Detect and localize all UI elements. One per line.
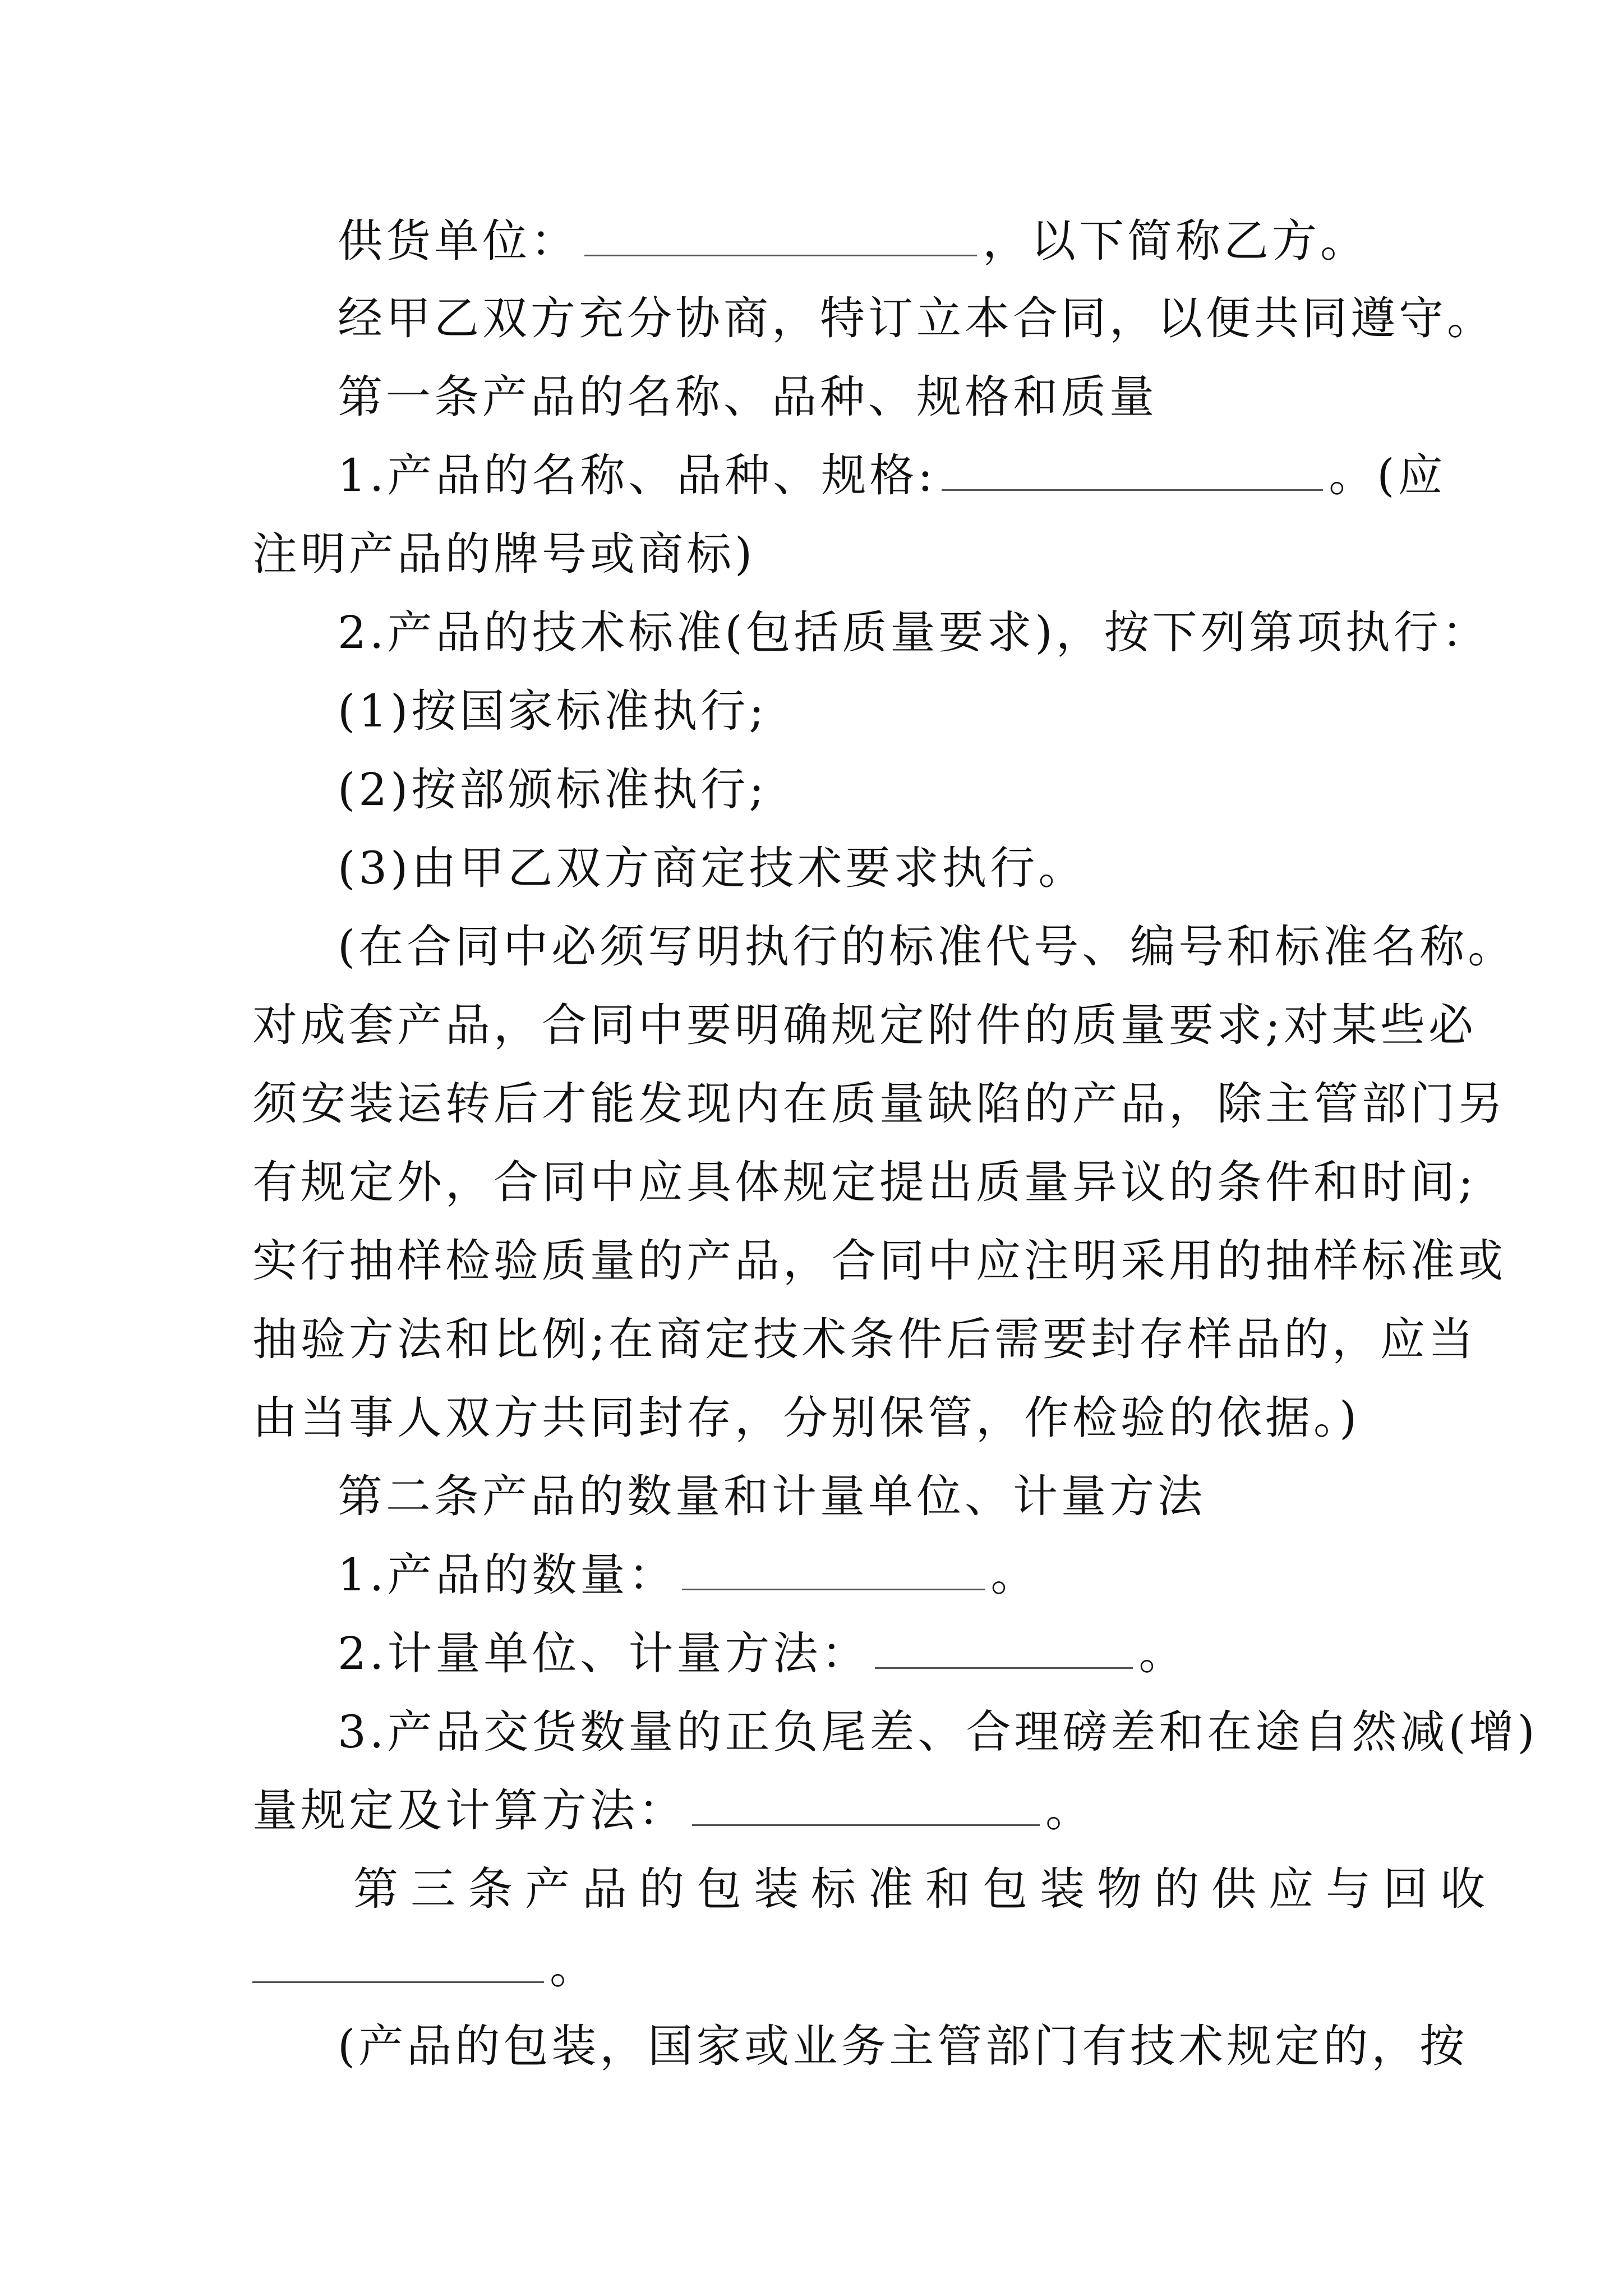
article1-note-line: 抽验方法和比例;在商定技术条件后需要封存样品的，应当: [252, 1313, 1477, 1365]
article1-note-line: 有规定外，合同中应具体规定提出质量异议的条件和时间;: [252, 1156, 1477, 1208]
article1-opt1: (1)按国家标准执行;: [338, 685, 768, 737]
article3-note: (产品的包装，国家或业务主管部门有技术规定的，按: [338, 2020, 1468, 2072]
article1-item1-label: 1.产品的名称、品种、规格:: [338, 449, 937, 501]
supplier-label: 供货单位：: [338, 215, 579, 267]
article1-item1: [338, 448, 1446, 504]
article2-item1-suffix: 。: [990, 1549, 1039, 1601]
supplier-blank[interactable]: [584, 215, 977, 256]
supplier-line: [338, 213, 1368, 269]
article2-item1: [338, 1547, 1039, 1603]
article1-title: 第一条产品的名称、品种、规格和质量: [338, 371, 1158, 423]
article2-item3-cont: [252, 1783, 1094, 1839]
article2-item1-label: 1.产品的数量：: [338, 1549, 677, 1601]
article3-title-cont-suffix: 。: [550, 1941, 598, 1994]
article1-opt3: (3)由甲乙双方商定技术要求执行。: [338, 842, 1087, 894]
article2-item3-cont-suffix: 。: [1045, 1784, 1094, 1837]
article1-item1-cont: 注明产品的牌号或商标): [252, 528, 756, 580]
article2-item2: [338, 1626, 1187, 1682]
packaging-blank[interactable]: [252, 1942, 544, 1983]
article1-opt2: (2)按部颁标准执行;: [338, 763, 768, 816]
article2-item2-label: 2.计量单位、计量方法：: [338, 1627, 870, 1680]
measure-method-blank[interactable]: [875, 1628, 1133, 1669]
article3-title: 第三条产品的包装标准和包装物的供应与回收: [353, 1863, 1497, 1915]
article1-note-line: 由当事人双方共同封存，分别保管，作检验的依据。): [252, 1392, 1361, 1444]
article1-note-line: (在合同中必须写明执行的标准代号、编号和标准名称。: [338, 921, 1516, 973]
article2-item3-cont-label: 量规定及计算方法：: [252, 1784, 686, 1837]
article1-item2: 2.产品的技术标准(包括质量要求)，按下列第项执行：: [338, 606, 1490, 659]
article1-note-line: 实行抽样检验质量的产品，合同中应注明采用的抽样标准或: [252, 1235, 1506, 1287]
article2-item3: 3.产品交货数量的正负尾差、合理磅差和在途自然减(增): [338, 1706, 1538, 1758]
quantity-blank[interactable]: [682, 1549, 985, 1590]
article1-item1-suffix: 。(应: [1329, 449, 1446, 501]
article3-title-cont: [252, 1940, 598, 1996]
article1-note-line: 对成套产品，合同中要明确规定附件的质量要求;对某些必: [252, 999, 1477, 1051]
article2-item2-suffix: 。: [1138, 1627, 1187, 1680]
tolerance-blank[interactable]: [692, 1785, 1040, 1826]
preamble: 经甲乙双方充分协商，特订立本合同，以便共同遵守。: [338, 292, 1495, 344]
supplier-suffix: ，以下简称乙方。: [983, 215, 1368, 267]
article1-note-line: 须安装运转后才能发现内在质量缺陷的产品，除主管部门另: [252, 1078, 1506, 1130]
article2-title: 第二条产品的数量和计量单位、计量方法: [338, 1470, 1206, 1522]
product-name-blank[interactable]: [942, 450, 1323, 491]
